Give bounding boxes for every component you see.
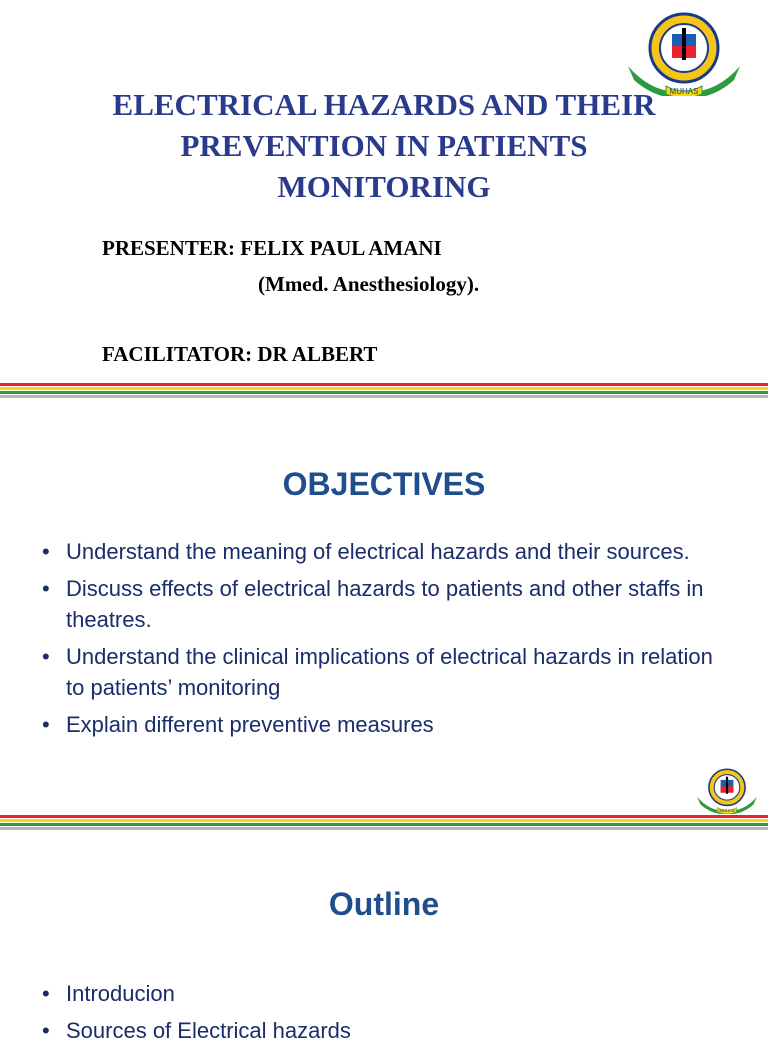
title-line: MONITORING (277, 169, 491, 204)
title-slide (0, 0, 768, 384)
slide-heading: OBJECTIVES (282, 466, 486, 502)
title-line: ELECTRICAL HAZARDS AND THEIR (112, 87, 656, 122)
slide-divider-band (0, 814, 768, 834)
presenter-name: PRESENTER: FELIX PAUL AMANI (102, 236, 442, 260)
outline-slide (0, 836, 768, 1043)
objectives-slide (0, 404, 768, 816)
bullet-icon: • (42, 644, 50, 669)
band-gray-stripe (0, 827, 768, 830)
band-gray-stripe (0, 395, 768, 398)
band-green-stripe (0, 823, 768, 826)
facilitator-name: FACILITATOR: DR ALBERT (102, 342, 378, 366)
band-yellow-stripe (0, 387, 768, 390)
university-seal-logo (694, 766, 760, 814)
band-red-stripe (0, 815, 768, 818)
objectives-list (40, 536, 730, 746)
list-item: • Understand the meaning of electrical hazards and their sources. (40, 536, 730, 567)
bullet-icon: • (42, 712, 50, 737)
slide-divider-band (0, 382, 768, 402)
band-red-stripe (0, 383, 768, 386)
title-line: PREVENTION IN PATIENTS (180, 128, 588, 163)
bullet-icon: • (42, 539, 50, 564)
bullet-icon: • (42, 1018, 50, 1043)
svg-text:MUHAS: MUHAS (719, 807, 735, 813)
list-item: • Introducion (40, 978, 730, 1009)
presenter-degree: (Mmed. Anesthesiology). (258, 272, 480, 296)
slide-heading: Outline (328, 886, 440, 922)
band-green-stripe (0, 391, 768, 394)
slide-title (40, 84, 728, 207)
list-item: • Discuss effects of electrical hazards to patients and other staffs in theatres. (40, 573, 730, 635)
bullet-icon: • (42, 981, 50, 1006)
list-item: • Explain different preventive measures (40, 709, 730, 740)
list-item: • Sources of Electrical hazards (40, 1015, 730, 1046)
outline-list (40, 978, 730, 1052)
svg-text:MUHAS: MUHAS (669, 87, 699, 96)
bullet-icon: • (42, 576, 50, 601)
band-yellow-stripe (0, 819, 768, 822)
list-item: • Understand the clinical implications of electrical hazards in relation to patients’ monitoring (40, 641, 730, 703)
